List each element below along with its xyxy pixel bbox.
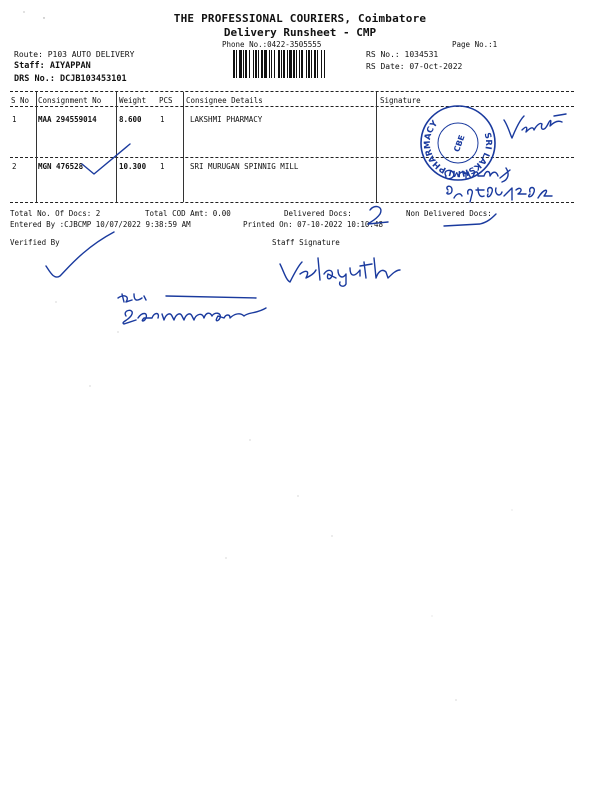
company-name: THE PROFESSIONAL COURIERS, Coimbatore xyxy=(173,12,427,25)
entered-by: Entered By :CJBCMP 10/07/2022 9:38:59 AM xyxy=(10,220,191,229)
header-weight: Weight xyxy=(119,96,147,105)
row-consignment: MAA 294559014 xyxy=(38,115,97,124)
row-sno: 1 xyxy=(12,115,17,124)
staff-label: Staff: AIYAPPAN xyxy=(14,61,91,71)
row-consignee: LAKSHMI PHARMACY xyxy=(190,115,263,124)
page-number: Page No.:1 xyxy=(452,40,498,49)
rs-number: RS No.: 1034531 xyxy=(366,50,439,59)
header-sno: S No xyxy=(11,96,30,105)
rs-date: RS Date: 07-Oct-2022 xyxy=(366,62,463,71)
non-delivered-docs: Non Delivered Docs: xyxy=(406,209,492,218)
header-consignment: Consignment No xyxy=(38,96,102,105)
row-sno: 2 xyxy=(12,162,17,171)
svg-text:SRI LAKSHMI PHARMACY: SRI LAKSHMI PHARMACY xyxy=(422,118,494,179)
delivered-docs: Delivered Docs: xyxy=(284,209,352,218)
phone-number: Phone No.:0422-3505555 xyxy=(222,40,322,49)
header-pcs: PCS xyxy=(159,96,173,105)
total-docs: Total No. Of Docs: 2 xyxy=(10,209,101,218)
svg-text:CBE: CBE xyxy=(452,133,467,154)
row-weight: 8.600 xyxy=(119,115,142,124)
row-pcs: 1 xyxy=(160,162,165,171)
row-consignee: SRI MURUGAN SPINNIG MILL xyxy=(190,162,299,171)
drs-number: DRS No.: DCJB103453101 xyxy=(14,74,127,84)
printed-on: Printed On: 07-10-2022 10:10:48 xyxy=(243,220,383,229)
route-label: Route: P103 AUTO DELIVERY xyxy=(14,50,135,59)
header-signature: Signature xyxy=(380,96,421,105)
row-pcs: 1 xyxy=(160,115,165,124)
verified-by-label: Verified By xyxy=(10,238,60,247)
row-consignment: MGN 476528 xyxy=(38,162,84,171)
staff-signature-label: Staff Signature xyxy=(272,238,340,247)
document-title: Delivery Runsheet - CMP xyxy=(223,26,377,39)
total-cod: Total COD Amt: 0.00 xyxy=(145,209,231,218)
row-weight: 10.300 xyxy=(119,162,147,171)
header-consignee: Consignee Details xyxy=(186,96,263,105)
